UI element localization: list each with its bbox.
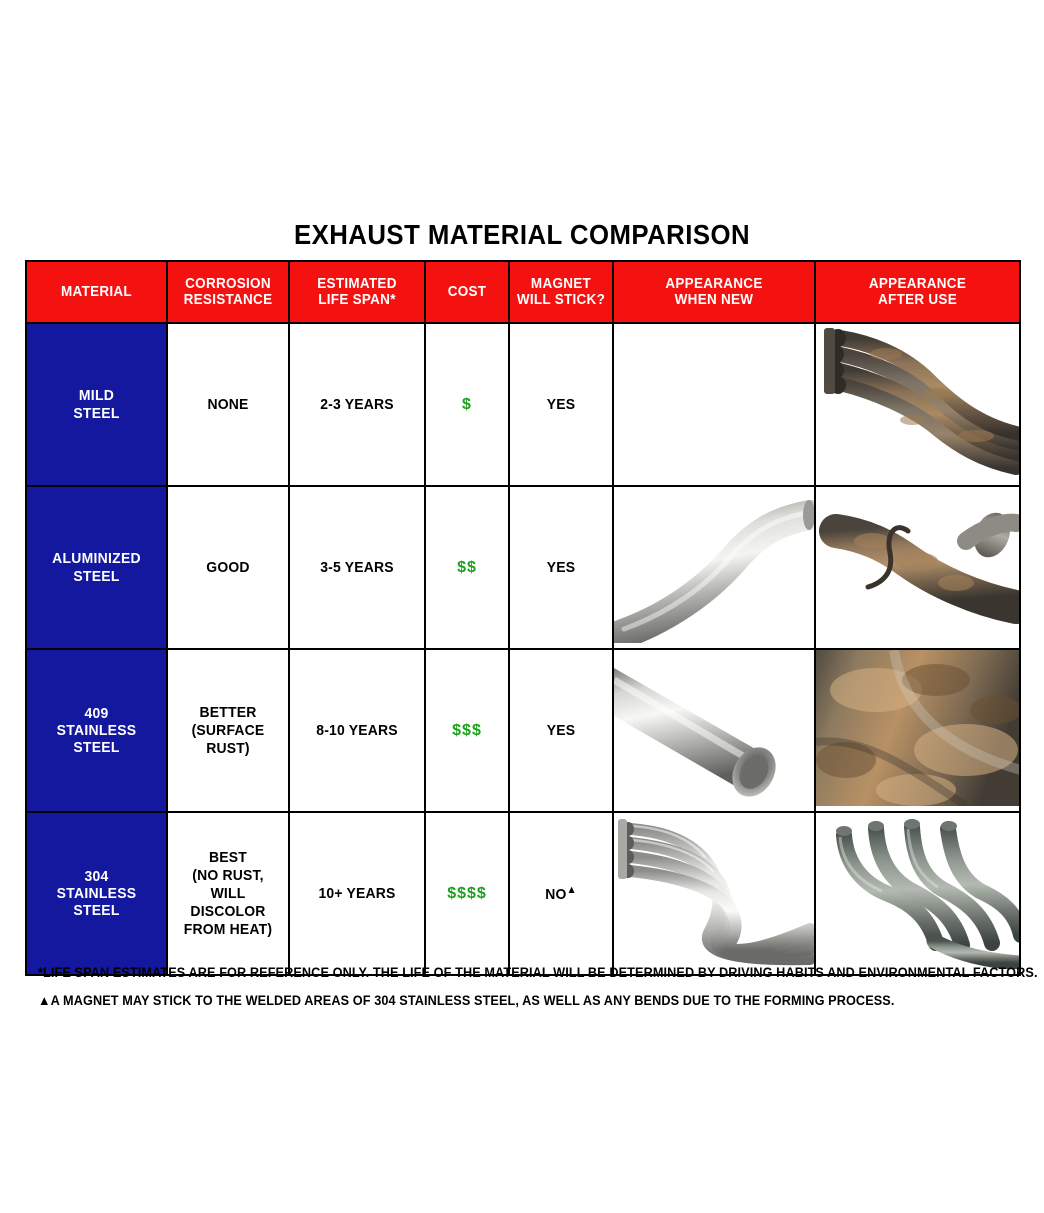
column-header-appearance-after-use: APPEARANCE AFTER USE <box>815 261 1020 323</box>
cell-life-span: 3-5 YEARS <box>289 486 425 649</box>
table-row <box>26 486 1020 649</box>
cell-appearance-new <box>613 486 815 649</box>
column-header-material: MATERIAL <box>26 261 167 323</box>
magnet-value: NO <box>545 885 567 903</box>
cell-cost: $$$ <box>425 649 509 812</box>
column-header-estimated-life-span: ESTIMATED LIFE SPAN* <box>289 261 425 323</box>
footnote-magnet: ▲A MAGNET MAY STICK TO THE WELDED AREAS OF 304 STAINLESS STEEL, AS WELL AS ANY BENDS DUE TO THE FORMING PROCESS. <box>38 993 895 1008</box>
cell-material: ALUMINIZED STEEL <box>26 486 167 649</box>
cell-magnet <box>509 812 613 975</box>
cell-cost: $$ <box>425 486 509 649</box>
cell-appearance-new <box>613 323 815 486</box>
surface-rusted-tube-photo <box>816 650 1019 811</box>
cell-appearance-used <box>815 812 1020 975</box>
cell-material: MILD STEEL <box>26 323 167 486</box>
cell-life-span: 10+ YEARS <box>289 812 425 975</box>
cell-magnet: YES <box>509 323 613 486</box>
table-row <box>26 649 1020 812</box>
cell-corrosion-resistance: BEST (NO RUST, WILL DISCOLOR FROM HEAT) <box>167 812 289 975</box>
cell-cost: $ <box>425 323 509 486</box>
heat-discolored-stainless-header-photo <box>816 813 1019 974</box>
cell-corrosion-resistance: NONE <box>167 323 289 486</box>
footnote-life-span: *LIFE SPAN ESTIMATES ARE FOR REFERENCE ONLY. THE LIFE OF THE MATERIAL WILL BE DETERMINED BY DRIVING HABITS AND ENVIRONMENTAL FACTORS. <box>38 965 1038 980</box>
cell-appearance-new <box>613 812 815 975</box>
table-row <box>26 323 1020 486</box>
table-row <box>26 812 1020 975</box>
cell-appearance-used <box>815 486 1020 649</box>
magnet-footnote-marker: ▲ <box>566 883 577 896</box>
column-header-magnet-will-stick: MAGNET WILL STICK? <box>509 261 613 323</box>
cell-magnet: YES <box>509 649 613 812</box>
cell-material: 409 STAINLESS STEEL <box>26 649 167 812</box>
rusted-header-pipes-photo <box>816 324 1019 485</box>
cell-appearance-used <box>815 649 1020 812</box>
bent-exhaust-pipe-photo <box>614 487 814 648</box>
cell-life-span: 2-3 YEARS <box>289 323 425 486</box>
polished-stainless-header-photo <box>614 813 814 974</box>
cell-appearance-used <box>815 323 1020 486</box>
column-header-cost: COST <box>425 261 509 323</box>
polished-straight-tube-photo <box>614 650 814 811</box>
table-header-row <box>26 261 1020 323</box>
cell-material: 304 STAINLESS STEEL <box>26 812 167 975</box>
cell-appearance-new <box>613 649 815 812</box>
comparison-table <box>25 260 1021 976</box>
cell-cost: $$$$ <box>425 812 509 975</box>
column-header-appearance-when-new: APPEARANCE WHEN NEW <box>613 261 815 323</box>
comparison-table-wrapper <box>25 260 1019 976</box>
rusted-exhaust-pipe-with-hanger-photo <box>816 487 1019 648</box>
cell-magnet: YES <box>509 486 613 649</box>
cell-corrosion-resistance: BETTER (SURFACE RUST) <box>167 649 289 812</box>
cell-corrosion-resistance: GOOD <box>167 486 289 649</box>
column-header-corrosion-resistance: CORROSION RESISTANCE <box>167 261 289 323</box>
cell-life-span: 8-10 YEARS <box>289 649 425 812</box>
page-title: EXHAUST MATERIAL COMPARISON <box>293 219 751 250</box>
